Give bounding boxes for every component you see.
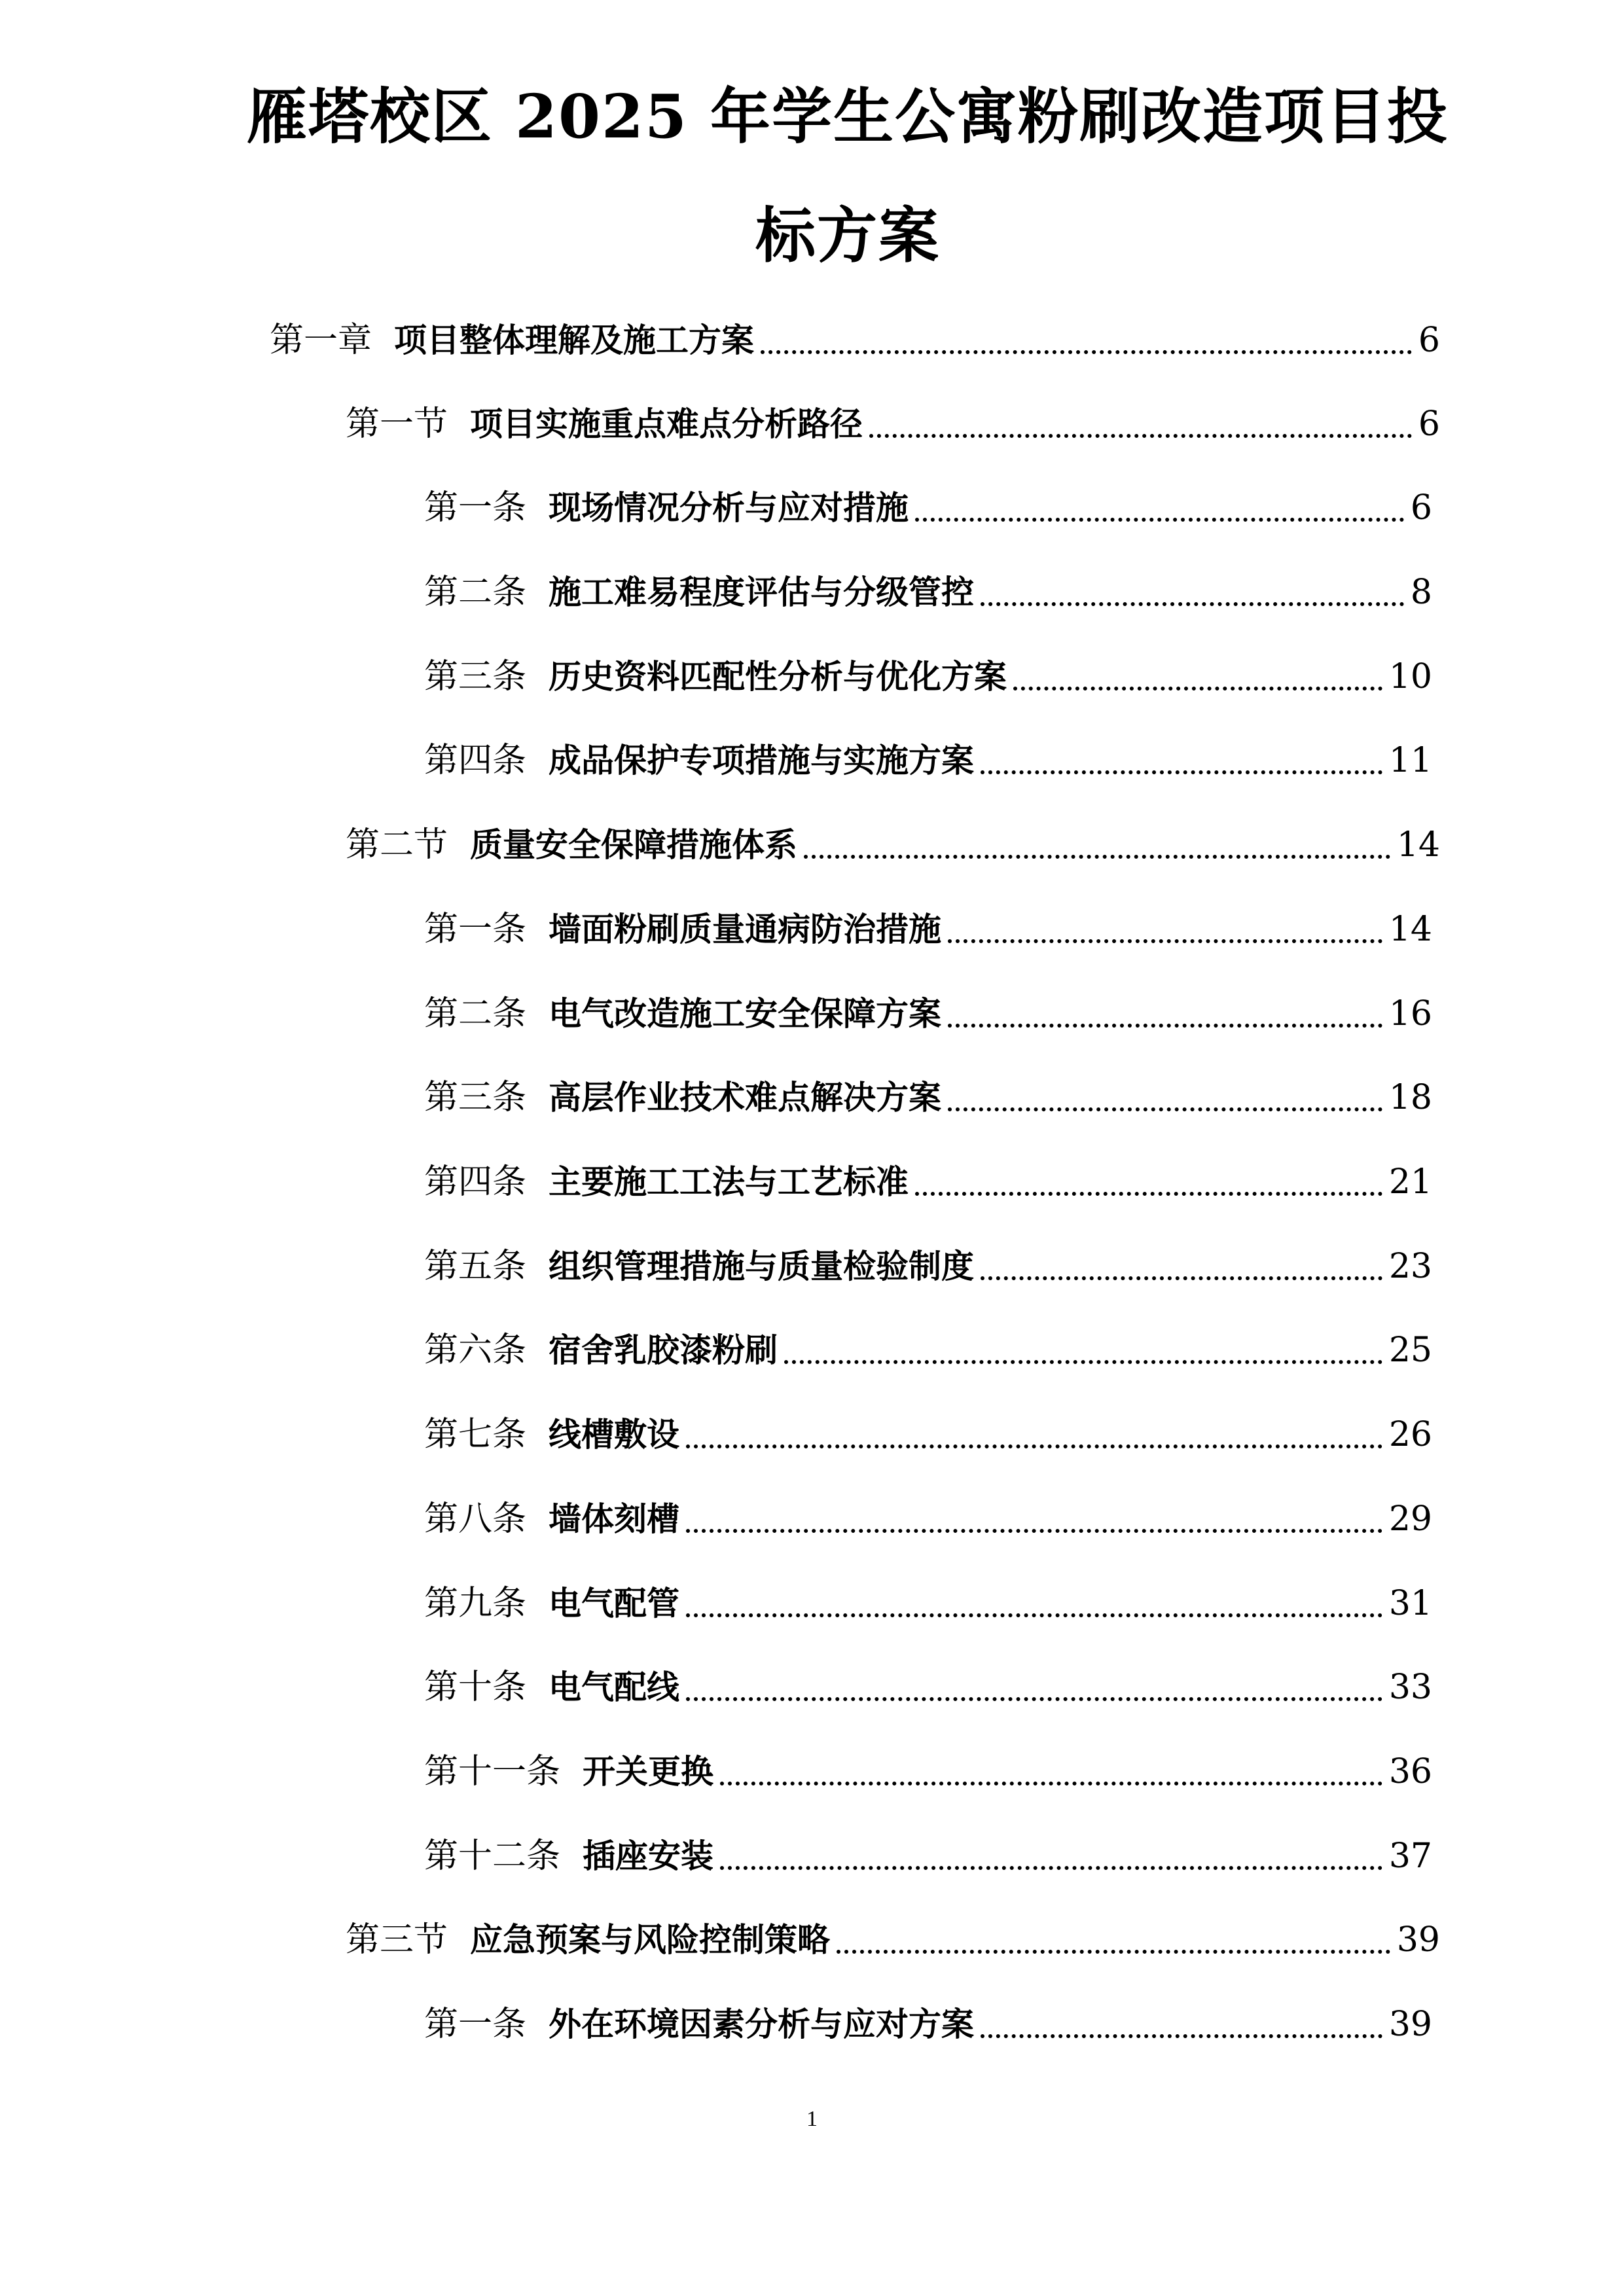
toc-entry-article[interactable] bbox=[424, 1240, 1432, 1293]
toc-entry-label: 第八条 bbox=[424, 1499, 527, 1539]
toc-dot-leader bbox=[981, 1276, 1382, 1280]
toc-entry-heading: 主要施工工法与工艺标准 bbox=[549, 1163, 909, 1201]
document-title-line-2: 标方案 bbox=[755, 200, 940, 271]
toc-entry-label: 第六条 bbox=[424, 1331, 527, 1370]
toc-entry-heading: 线槽敷设 bbox=[549, 1416, 680, 1454]
toc-entry-article[interactable] bbox=[424, 1071, 1432, 1124]
toc-dot-leader bbox=[869, 434, 1412, 438]
toc-entry-label: 第二条 bbox=[424, 994, 527, 1033]
toc-entry-page: 14 bbox=[1388, 910, 1432, 949]
toc-entry-heading: 项目整体理解及施工方案 bbox=[394, 321, 755, 359]
document-title-line-1: 雁塔校区 2025 年学生公寓粉刷改造项目投 bbox=[246, 81, 1449, 152]
toc-entry-article[interactable] bbox=[424, 1156, 1432, 1208]
toc-entry-page: 26 bbox=[1388, 1415, 1432, 1454]
toc-entry-label: 第二节 bbox=[346, 825, 448, 865]
toc-entry-heading: 历史资料匹配性分析与优化方案 bbox=[549, 658, 1007, 696]
toc-entry-heading: 开关更换 bbox=[583, 1753, 714, 1791]
toc-entry-page: 39 bbox=[1388, 2005, 1432, 2044]
toc-entry-page: 37 bbox=[1388, 1837, 1432, 1876]
toc-entry-page: 23 bbox=[1388, 1247, 1432, 1286]
toc-dot-leader bbox=[720, 1866, 1382, 1870]
toc-entry-page: 36 bbox=[1388, 1752, 1432, 1791]
toc-entry-article[interactable] bbox=[424, 903, 1432, 956]
toc-dot-leader bbox=[981, 2034, 1382, 2038]
toc-entry-label: 第一节 bbox=[346, 404, 448, 444]
toc-entry-heading: 插座安装 bbox=[583, 1837, 714, 1875]
toc-entry-label: 第一条 bbox=[424, 488, 527, 528]
toc-entry-label: 第七条 bbox=[424, 1415, 527, 1454]
toc-entry-heading: 质量安全保障措施体系 bbox=[470, 826, 798, 864]
toc-entry-page: 6 bbox=[1418, 404, 1440, 444]
toc-entry-article[interactable] bbox=[424, 1324, 1432, 1376]
toc-entry-heading: 成品保护专项措施与实施方案 bbox=[549, 742, 975, 780]
toc-entry-page: 33 bbox=[1388, 1668, 1432, 1707]
toc-entry-page: 16 bbox=[1388, 994, 1432, 1033]
toc-entry-section-1[interactable] bbox=[346, 398, 1440, 450]
toc-entry-label: 第一条 bbox=[424, 910, 527, 949]
toc-entry-page: 31 bbox=[1388, 1584, 1432, 1623]
toc-entry-label: 第四条 bbox=[424, 741, 527, 780]
toc-entry-page: 6 bbox=[1410, 488, 1432, 528]
toc-entry-heading: 高层作业技术难点解决方案 bbox=[549, 1079, 942, 1117]
toc-entry-heading: 外在环境因素分析与应对方案 bbox=[549, 2005, 975, 2043]
toc-dot-leader bbox=[804, 855, 1390, 859]
toc-entry-label: 第二条 bbox=[424, 573, 527, 612]
toc-entry-article[interactable] bbox=[424, 988, 1432, 1040]
toc-entry-article[interactable] bbox=[424, 1493, 1432, 1545]
toc-entry-page: 21 bbox=[1388, 1162, 1432, 1202]
toc-entry-page: 14 bbox=[1396, 825, 1440, 865]
toc-entry-article[interactable] bbox=[424, 1577, 1432, 1630]
toc-entry-heading: 项目实施重点难点分析路径 bbox=[470, 405, 863, 443]
toc-entry-heading: 现场情况分析与应对措施 bbox=[549, 489, 909, 527]
page-number: 1 bbox=[806, 2107, 818, 2131]
toc-entry-page: 8 bbox=[1410, 573, 1432, 612]
toc-entry-page: 29 bbox=[1388, 1499, 1432, 1539]
toc-dot-leader bbox=[915, 1192, 1382, 1196]
toc-dot-leader bbox=[686, 1613, 1382, 1617]
toc-dot-leader bbox=[981, 602, 1404, 606]
toc-entry-label: 第十条 bbox=[424, 1668, 527, 1707]
toc-entry-page: 6 bbox=[1418, 321, 1440, 360]
toc-entry-heading: 电气配线 bbox=[549, 1668, 680, 1706]
toc-dot-leader bbox=[981, 770, 1382, 774]
toc-dot-leader bbox=[915, 518, 1404, 522]
toc-entry-page: 25 bbox=[1388, 1331, 1432, 1370]
toc-entry-heading: 墙面粉刷质量通病防治措施 bbox=[549, 910, 942, 948]
toc-entry-page: 10 bbox=[1388, 657, 1432, 696]
toc-entry-page: 11 bbox=[1388, 741, 1432, 780]
toc-entry-label: 第十一条 bbox=[424, 1752, 561, 1791]
toc-entry-label: 第五条 bbox=[424, 1247, 527, 1286]
toc-entry-label: 第一章 bbox=[270, 321, 372, 360]
toc-entry-label: 第九条 bbox=[424, 1584, 527, 1623]
toc-dot-leader bbox=[837, 1950, 1390, 1954]
toc-dot-leader bbox=[686, 1529, 1382, 1533]
toc-dot-leader bbox=[720, 1782, 1382, 1785]
toc-dot-leader bbox=[948, 1024, 1382, 1028]
toc-dot-leader bbox=[761, 350, 1412, 354]
toc-entry-label: 第一条 bbox=[424, 2005, 527, 2044]
toc-entry-section-3[interactable] bbox=[346, 1914, 1440, 1966]
toc-entry-heading: 组织管理措施与质量检验制度 bbox=[549, 1247, 975, 1285]
toc-dot-leader bbox=[784, 1360, 1382, 1364]
toc-dot-leader bbox=[948, 1107, 1382, 1111]
toc-entry-heading: 电气改造施工安全保障方案 bbox=[549, 995, 942, 1033]
toc-entry-article[interactable] bbox=[424, 566, 1432, 619]
toc-entry-article[interactable] bbox=[424, 1746, 1432, 1798]
toc-entry-article[interactable] bbox=[424, 482, 1432, 534]
toc-entry-article[interactable] bbox=[424, 734, 1432, 787]
toc-entry-label: 第三节 bbox=[346, 1920, 448, 1960]
toc-entry-article[interactable] bbox=[424, 1408, 1432, 1461]
toc-entry-heading: 施工难易程度评估与分级管控 bbox=[549, 573, 975, 611]
toc-entry-label: 第三条 bbox=[424, 657, 527, 696]
toc-entry-label: 第四条 bbox=[424, 1162, 527, 1202]
toc-entry-heading: 应急预案与风险控制策略 bbox=[470, 1921, 831, 1959]
toc-entry-section-2[interactable] bbox=[346, 819, 1440, 871]
toc-entry-heading: 墙体刻槽 bbox=[549, 1500, 680, 1538]
toc-entry-page: 39 bbox=[1396, 1920, 1440, 1960]
toc-dot-leader bbox=[1013, 687, 1382, 691]
toc-entry-article[interactable] bbox=[424, 1661, 1432, 1713]
toc-entry-article[interactable] bbox=[424, 1998, 1432, 2051]
toc-entry-chapter-1[interactable] bbox=[270, 314, 1440, 367]
toc-entry-article[interactable] bbox=[424, 651, 1432, 703]
toc-entry-label: 第三条 bbox=[424, 1078, 527, 1117]
toc-entry-heading: 电气配管 bbox=[549, 1585, 680, 1623]
toc-entry-heading: 宿舍乳胶漆粉刷 bbox=[549, 1331, 778, 1369]
toc-entry-label: 第十二条 bbox=[424, 1837, 561, 1876]
toc-entry-article[interactable] bbox=[424, 1830, 1432, 1882]
toc-dot-leader bbox=[686, 1697, 1382, 1701]
toc-entry-page: 18 bbox=[1388, 1078, 1432, 1117]
toc-dot-leader bbox=[948, 939, 1382, 943]
toc-dot-leader bbox=[686, 1444, 1382, 1448]
